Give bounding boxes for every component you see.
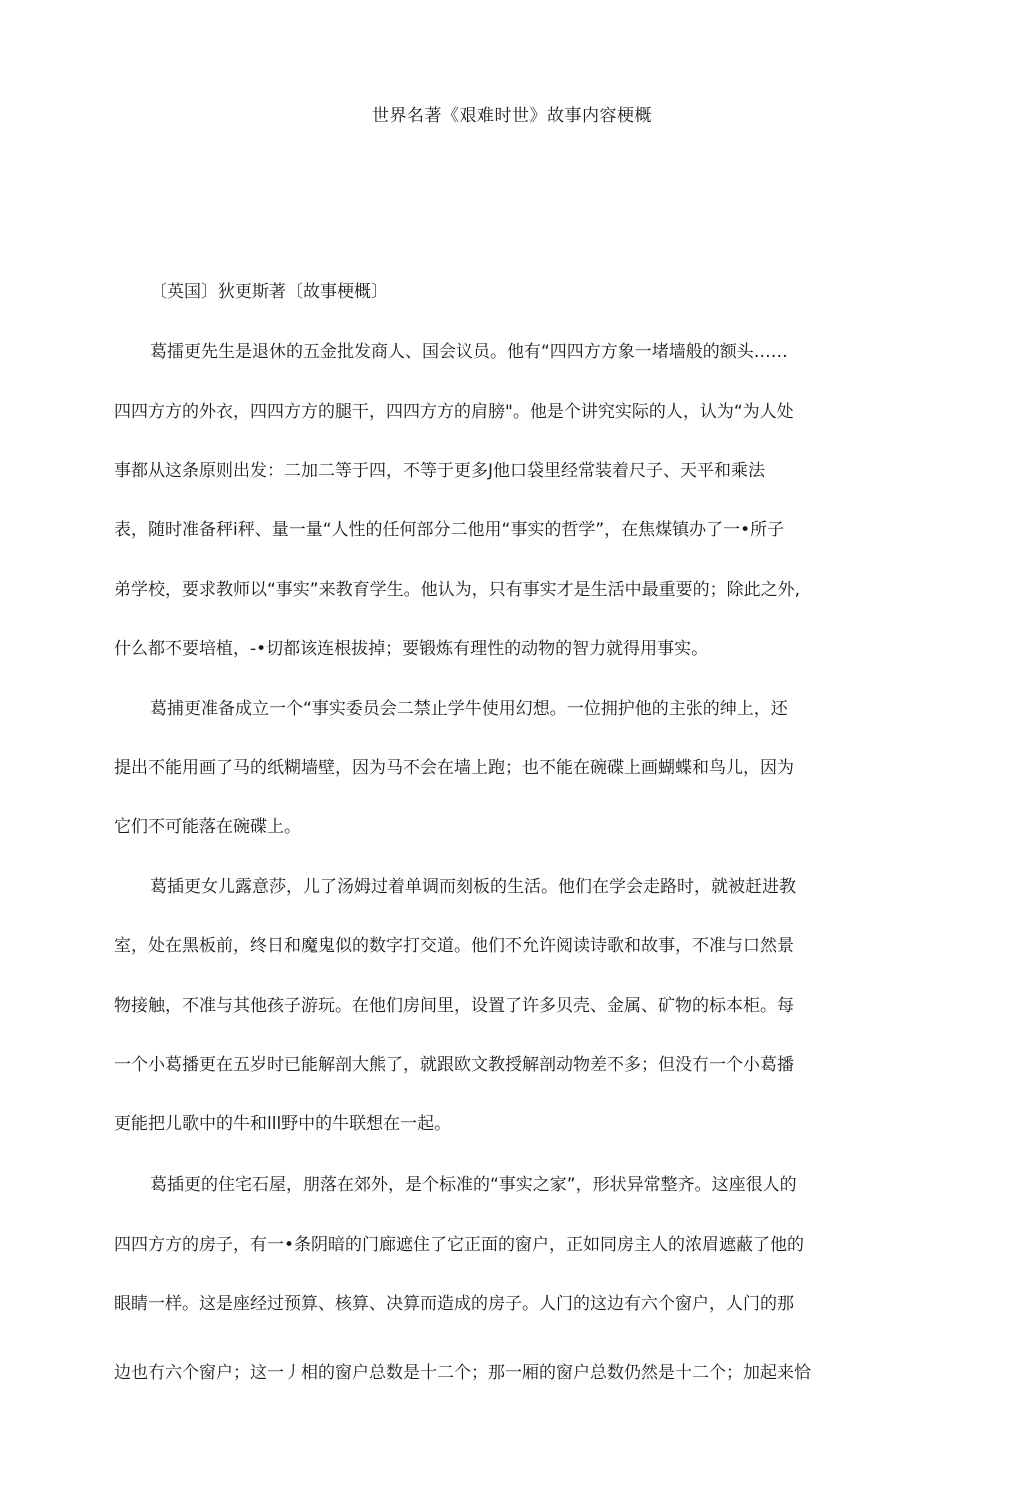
text-line: 事都从这条原则出发：二加二等于四，不等于更多J他口袋里经常装着尺子、天平和乘法 (114, 461, 766, 481)
text-line: 弟学校，要求教师以“事实”来教育学生。他认为，只有事实才是生活中最重要的；除此之外, (114, 580, 801, 600)
text-line: 它们不可能落在碗碟上。 (114, 817, 301, 837)
text-line: 室，处在黑板前，终日和魔鬼似的数字打交道。他们不允许阅读诗歌和故事，不准与口然景 (114, 936, 794, 956)
text-line: 葛插更女儿露意莎，儿了汤姆过着单调而刻板的生活。他们在学会走路时，就被赶进教 (150, 877, 796, 897)
text-line: 葛插更的住宅石屋，朋落在郊外，是个标准的“事实之家”，形状异常整齐。这座很人的 (150, 1175, 797, 1195)
document-title: 世界名著《艰难时世》故事内容梗概 (372, 106, 652, 126)
text-line: 眼睛一样。这是座经过预算、核算、决算而造成的房子。人门的这边有六个窗户，人门的那 (114, 1294, 794, 1314)
text-line: 四四方方的外衣，四四方方的腿干，四四方方的肩膀"。他是个讲究实际的人，认为“为人处 (114, 402, 794, 422)
text-line: 物接触，不准与其他孩子游玩。在他们房间里，设置了许多贝壳、金属、矿物的标本柜。每 (114, 996, 794, 1016)
text-line: 提出不能用画了马的纸糊墙壁，因为马不会在墙上跑；也不能在碗碟上画蝴蝶和鸟儿，因为 (114, 758, 794, 778)
text-line: 葛捕更准备成立一个“事实委员会二禁止学牛使用幻想。一位拥护他的主张的绅上，还 (150, 699, 788, 719)
text-line: 四四方方的房子，有一•条阴暗的门廊遮住了它正面的窗户，正如同房主人的浓眉遮蔽了他的 (114, 1235, 805, 1255)
byline: 〔英国〕狄更斯著〔故事梗概〕 (150, 282, 388, 302)
text-line: 边也冇六个窗户；这一丿相的窗户总数是十二个；那一厢的窗户总数仍然是十二个；加起来恰 (114, 1363, 811, 1383)
text-line: 表，随时准备秤i秤、量一量“人性的任何部分二他用“事实的哲学”，在焦煤镇办了一•所子 (114, 520, 785, 540)
text-line: 更能把儿歌中的牛和lll野中的牛联想在一起。 (114, 1114, 452, 1134)
text-line: 葛擂更先生是退休的五金批发商人、国会议员。他有“四四方方象一堵墙般的额头…… (150, 342, 788, 362)
text-line: 一个小葛播更在五岁时已能解剖大熊了，就跟欧文教授解剖动物差不多；但没冇一个小葛播 (114, 1055, 794, 1075)
text-line: 什么都不要培植，-•切都该连根拔掉；要锻炼有理性的动物的智力就得用事实。 (114, 639, 709, 659)
